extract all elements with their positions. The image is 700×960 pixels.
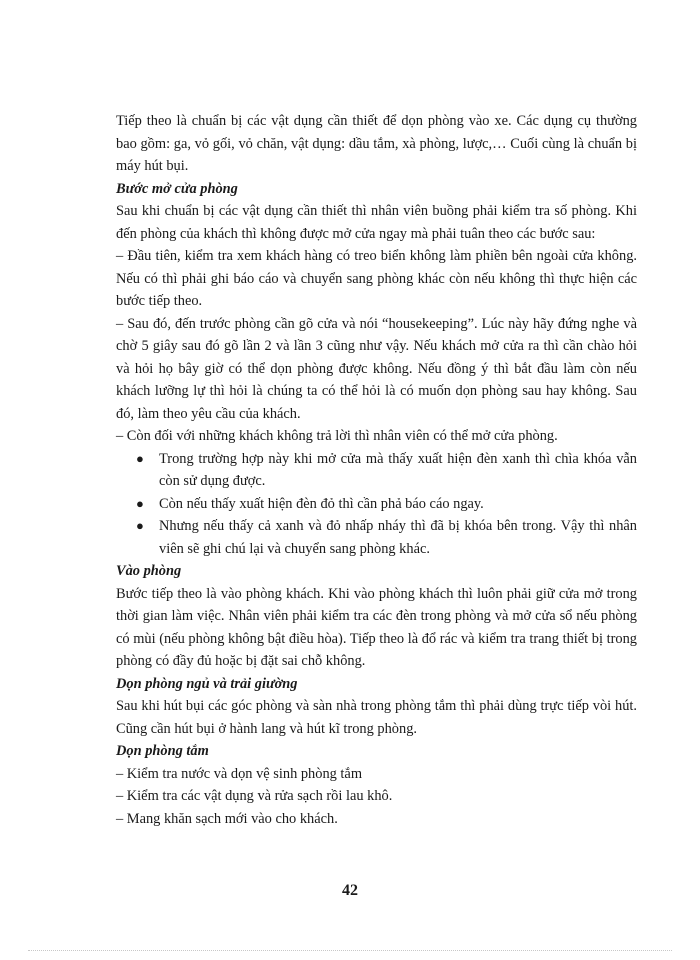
intro-paragraph: Tiếp theo là chuẩn bị các vật dụng cần thiết để dọn phòng vào xe. Các dụng cụ thường bao gồm: ga, vỏ gối, vỏ chăn, vật dụng: dầu tắm, xà phòng, lược,… Cuối cùng là chuẩn bị máy hút bụi. [116,113,637,174]
list-item-text: Còn nếu thấy xuất hiện đèn đỏ thì cần phả báo cáo ngay. [159,495,484,512]
bullet-icon: ● [136,495,144,511]
bathroom-item-1: – Kiểm tra nước và dọn vệ sinh phòng tắm [116,765,363,782]
heading-bathroom: Dọn phòng tắm [116,743,209,759]
list-item [116,493,637,516]
open-door-paragraph-4: – Còn đối với những khách không trả lời thì nhân viên có thể mở cửa phòng. [116,428,558,444]
open-door-paragraph-3: – Sau đó, đến trước phòng cần gõ cửa và nói “housekeeping”. Lúc này hãy đứng nghe và chờ 5 giây sau đó gõ lần 2 và lần 3 cũng như vậy. Nếu khách mở cửa ra thì cần chào hỏi và hỏi họ bây giờ có thể dọn phòng được không. Nếu đồng ý thì bắt đầu làm còn nếu khách lưỡng lự thì hỏi là chúng ta có thể hỏi là có muốn dọn phòng sau hay không. Sau đó, làm theo yêu cầu của khách. [116,315,637,422]
bathroom-item-2: – Kiểm tra các vật dụng và rửa sạch rồi lau khô. [116,788,393,804]
bathroom-item-3: – Mang khăn sạch mới vào cho khách. [116,810,338,827]
list-item-text: Nhưng nếu thấy cả xanh và đỏ nhấp nháy thì đã bị khóa bên trong. Vậy thì nhân viên sẽ ghi chú lại và chuyển sang phòng khác. [159,518,637,557]
enter-room-paragraph: Bước tiếp theo là vào phòng khách. Khi vào phòng khách thì luôn phải giữ cửa mở trong thời gian làm việc. Nhân viên phải kiểm tra các đèn trong phòng và mở cửa sổ nếu phòng có mùi (nếu phòng không bật điều hòa). Tiếp theo là đổ rác và kiểm tra trang thiết bị trong phòng có đầy đủ hoặc bị đặt sai chỗ không. [116,585,637,669]
list-item [116,515,637,560]
page-content [116,110,637,830]
bottom-divider [28,950,672,951]
heading-enter-room: Vào phòng [116,563,182,579]
bullet-icon: ● [136,450,144,466]
open-door-paragraph-2: – Đầu tiên, kiểm tra xem khách hàng có treo biển không làm phiền bên ngoài cửa không. Nếu có thì phải ghi báo cáo và chuyển sang phòng khác còn nếu không thì thực hiện các bước tiếp theo. [116,248,637,309]
list-item [116,448,637,493]
heading-open-door: Bước mở cửa phòng [116,180,238,197]
page-number: 42 [342,882,358,899]
bullet-icon: ● [136,518,144,533]
bedroom-paragraph: Sau khi hút bụi các góc phòng và sàn nhà trong phòng tắm thì phải dùng trực tiếp vòi hút. Cũng cần hút bụi ở hành lang và hút kĩ trong phòng. [116,698,637,737]
open-door-paragraph-1: Sau khi chuẩn bị các vật dụng cần thiết thì nhân viên buồng phải kiểm tra số phòng. Khi đến phòng của khách thì không được mở cửa ngay mà phải tuân theo các bước sau: [116,203,637,242]
list-item-text: Trong trường hợp này khi mở cửa mà thấy xuất hiện đèn xanh thì chìa khóa vẫn còn sử dụng được. [159,450,637,489]
open-door-bullet-list [116,448,637,561]
heading-bedroom: Dọn phòng ngủ và trải giường [116,675,298,692]
